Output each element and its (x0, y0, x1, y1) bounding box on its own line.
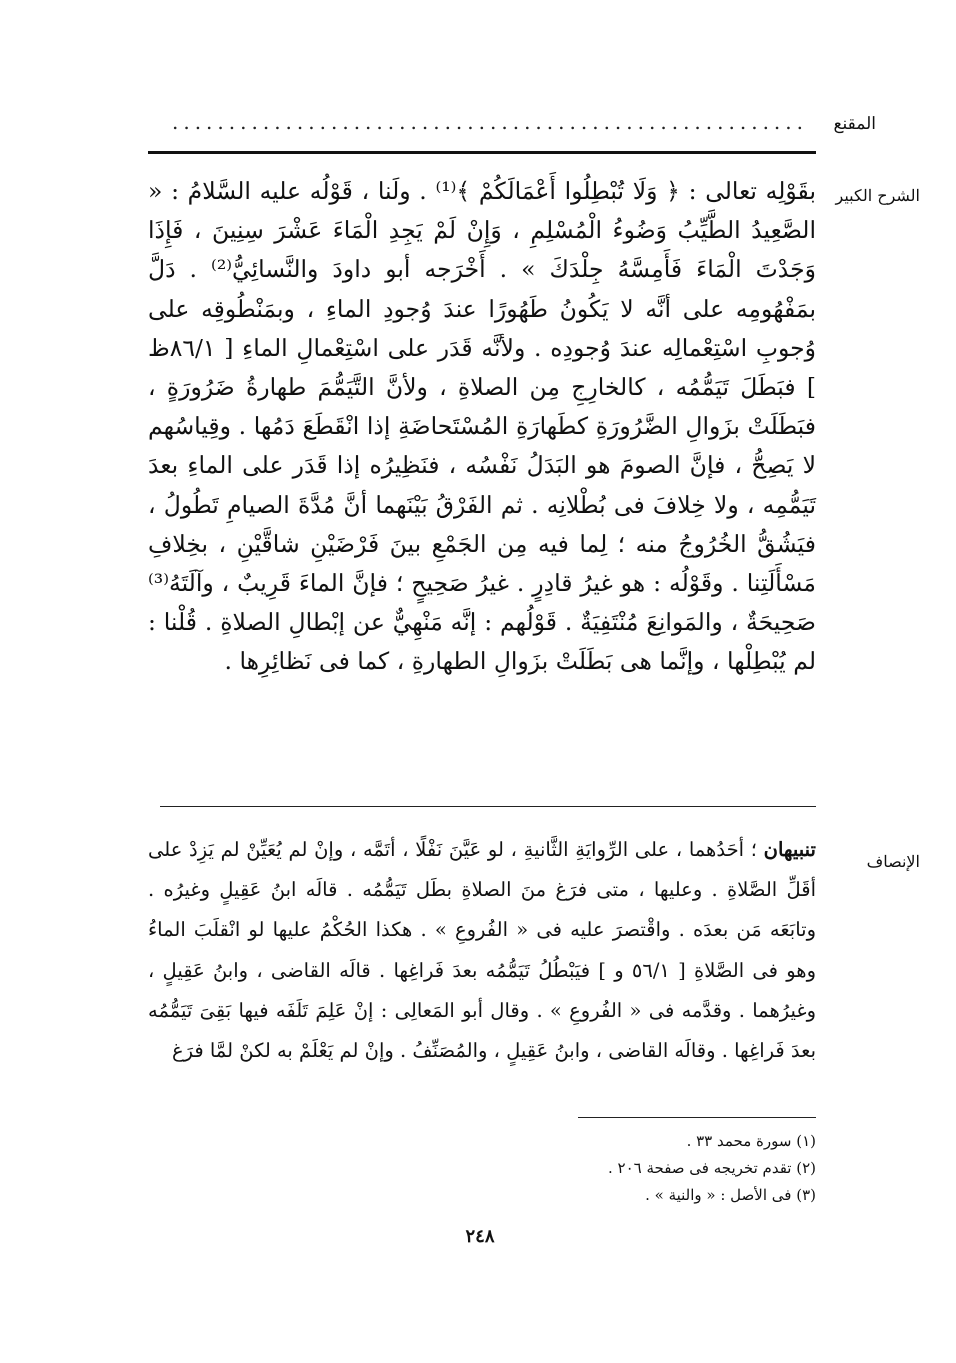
footnote-1: (١) سورة محمد ٣٣ . (686, 1132, 816, 1150)
running-header (140, 108, 900, 148)
sharh-body-text: بقَوْلِه تعالى : ﴿ وَلَا تُبْطِلُوا أَعْمَالَكُمْ ﴾⁽¹⁾ . ولَنا ، قَوْلُه عليه السَّلامُ : « الصَّعِيدُ الطَّيِّبُ وَضُوءُ الْمُسْلِمِ ، وَإِنْ لَمْ يَجِدِ الْمَاءَ عَشْرَ سِنِينَ ، فَإِذَا وَجَدْتَ الْمَاءَ فَأَمِسَّهُ جِلْدَكَ » . أَخْرَجه أبو داودَ والنَّسائِيُّ⁽²⁾ . دَلَّ بمَفْهُومِه على أنَّه لا يَكُونُ طَهُورًا عندَ وُجودِ الماءِ ، وبمَنْطُوقِه على وُجوبِ اسْتِعْمالِه عندَ وُجودِه . ولأنَّه قَدَر على اسْتِعْمالِ الماءِ [ ٨٦/١ظ ] فبَطَلَ تَيَمُّمُه ، كالخارِجِ مِن الصلاةِ ، ولأنَّ التَّيَمُّمَ طهارةُ ضَرُورَةٍ ، فبَطَلَتْ بزَوالِ الضَّرُورَةِ كطَهارَةِ المُسْتَحاضَةِ إذا انْقَطَعَ دَمُها . وقِياسُهم لا يَصِحُّ ، فإنَّ الصومَ هو البَدَلُ نَفْسُه ، فنَظِيرُه إذا قَدَر على الماءِ بعدَ تَيَمُّمِه ، ولا خِلافَ فى بُطْلانِه . ثم الفَرْقُ بَيْنَهما أنَّ مُدَّةَ الصيامِ تَطُولُ ، فيَشُقُّ الخُرُوجُ منه ؛ لِما فيه مِن الجَمْعِ بينَ فَرْضَيْنِ شاقَّيْنِ ، بخِلافِ مَسْأَلَتِنا . وقَوْلُه : هو غيرُ قادِرٍ . غيرُ صَحِيحٍ ؛ فإنَّ الماءَ قَرِيبٌ ، وآلَتَهُ⁽³⁾ صَحِيحَةٌ ، والمَوانِعَ مُنْتَفِيَةٌ . قَوْلُهم : إنَّه مَنْهِيٌّ عن إبْطالِ الصلاةِ . قُلْنا : لم يُبْطِلْها ، وإنَّما هى بَطَلَتْ بزَوالِ الطهارةِ ، كما فى نَظائِرِها . (148, 177, 816, 676)
footnote-3: (٣) فى الأصل : « والنية » . (645, 1186, 816, 1204)
footnotes (216, 1128, 816, 1209)
page-number: ٢٤٨ (465, 1226, 495, 1247)
leader-dots: ........................................................ (171, 110, 808, 134)
section-rule (160, 806, 816, 807)
running-title: المقنع (833, 114, 876, 134)
sharh-margin-label: الشرح الكبير (835, 186, 920, 205)
insaf-margin-label: الإنصاف (866, 852, 920, 871)
header-rule (148, 151, 816, 154)
footnote-2: (٢) تقدم تخريجه فى صفحة ٢٠٦ . (607, 1159, 816, 1177)
insaf-body-text (148, 830, 816, 1071)
insaf-lead-word: تنبيهان (763, 838, 816, 861)
insaf-paragraph: ؛ أحَدُهما ، على الرِّوايَةِ الثَّانيةِ ، لو عَيَّنَ نَفْلًا ، أتَمَّه ، وإنْ لم يُعَيِّنْ لم يَزِدْ على أقَلِّ الصَّلاةِ . وعليها ، متى فرَغ منَ الصلاةِ بطَل تَيَمُّمُه . قالَه ابنُ عَقِيلٍ وغيرُه . وتابَعَه مَن بعدَه . واقْتصرَ عليه فى « الفُروعِ » . هكذا الحُكْمُ عليها لو انْقلَبَ الماءُ وهو فى الصَّلاةِ [ ٥٦/١ و ] فيَبْطُلُ تَيَمُّمُه بعدَ فَراغِها . قالَه القاضى ، وابنُ عَقِيلٍ ، وغيرُهما . وقدَّمه فى « الفُروعِ » . وقال أبو المَعالِى : إنْ عَلِمَ تَلَفَه فيها بَقِىَ تَيَمُّمُه بعدَ فَراغِها . وقالَه القاضى ، وابنُ عَقِيلٍ ، والمُصَنِّفُ . وإنْ لم يَعْلَمْ به لكنْ لمَّا فرَغ (148, 838, 816, 1063)
footnote-rule (578, 1117, 816, 1118)
